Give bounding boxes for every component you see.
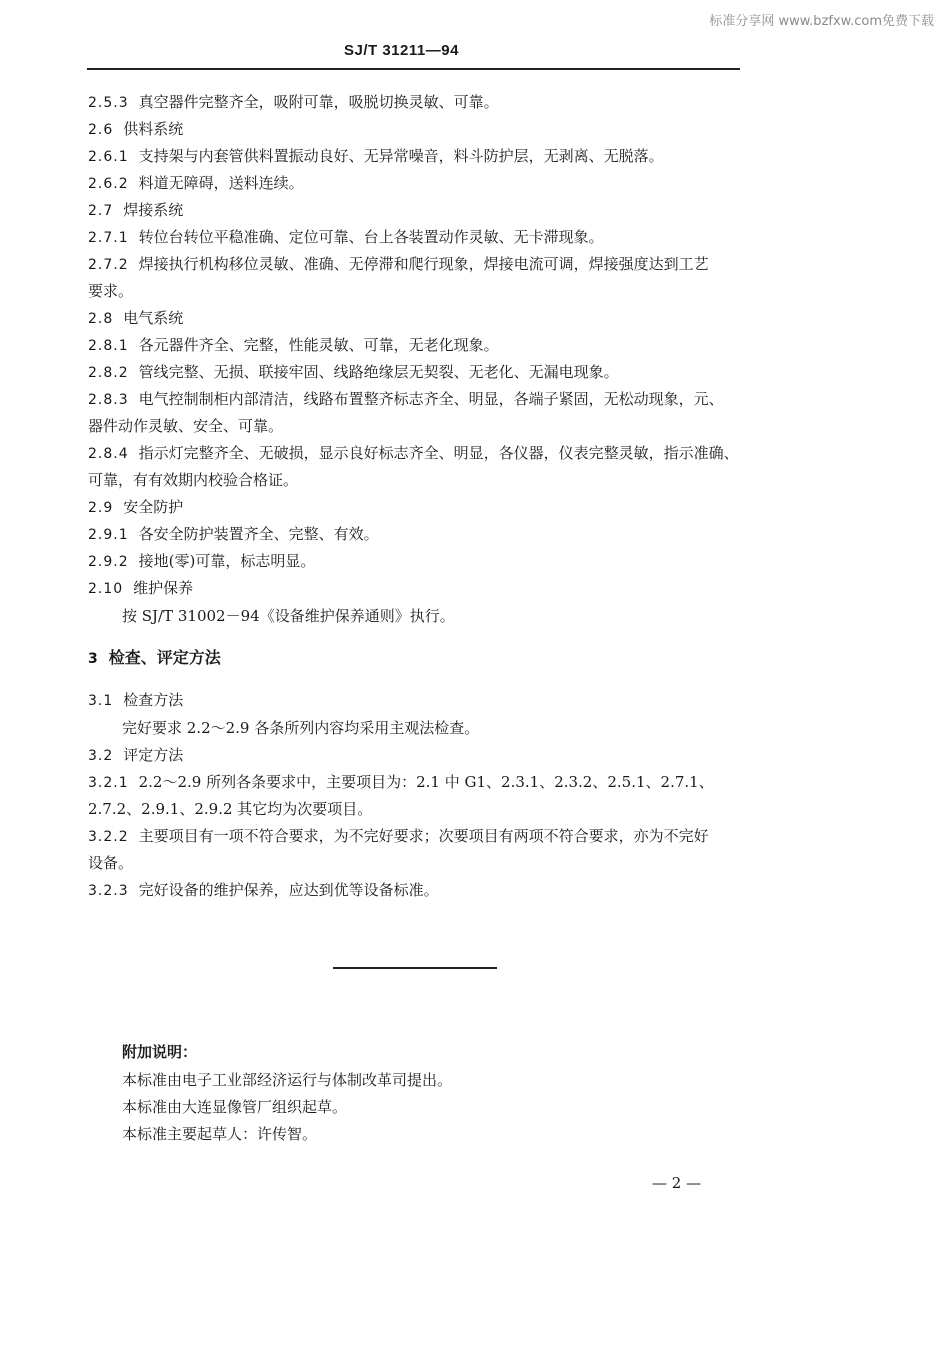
clause-text: 检查方法 [123, 691, 184, 709]
clause-line [88, 880, 439, 901]
clause-text: 器件动作灵敏、安全、可靠。 [88, 417, 284, 435]
clause-text: 完好要求 2.2～2.9 各条所列内容均采用主观法检查。 [122, 719, 480, 737]
clause-text: 电气控制制柜内部清洁，线路布置整齐标志齐全、明显，各端子紧固，无松动现象，元、 [138, 390, 724, 408]
clause-line [88, 200, 183, 221]
clause-text: 接地(零)可靠，标志明显。 [138, 552, 316, 570]
clause-number: 2.8.4 [88, 446, 129, 462]
clause-text: 评定方法 [123, 746, 184, 764]
clause-text: 2.2～2.9 所列各条要求中，主要项目为：2.1 中 G1、2.3.1、2.3.2、2.5.1、2.7.1、 [138, 773, 714, 791]
clause-number: 2.8.3 [88, 392, 129, 408]
clause-text: 管线完整、无损、联接牢固、线路绝缘层无契裂、无老化、无漏电现象。 [138, 363, 619, 381]
clause-text: 检查、评定方法 [108, 648, 221, 667]
clause-number: 3.2 [88, 748, 114, 764]
clause-line [88, 470, 298, 490]
clause-line [88, 799, 372, 819]
notes-line: 本标准主要起草人：许传智。 [122, 1125, 318, 1143]
clause-text: 按 SJ/T 31002－94《设备维护保养通则》执行。 [122, 607, 455, 625]
clause-line [88, 119, 183, 140]
clause-line [88, 690, 183, 711]
clause-text: 焊接系统 [123, 201, 184, 219]
clause-line [88, 173, 304, 194]
page-number: — 2 — [652, 1174, 702, 1192]
watermark: 标准分享网 www.bzfxw.com免费下载 [709, 14, 934, 29]
clause-text: 料道无障碍，送料连续。 [138, 174, 304, 192]
clause-line [88, 281, 133, 301]
clause-number: 2.9 [88, 500, 114, 516]
clause-text: 真空器件完整齐全，吸附可靠，吸脱切换灵敏、可靠。 [138, 93, 499, 111]
notes-line: 本标准由电子工业部经济运行与体制改革司提出。 [122, 1071, 453, 1089]
clause-text: 2.7.2、2.9.1、2.9.2 其它均为次要项目。 [88, 800, 373, 818]
clause-line [88, 335, 499, 356]
notes-line: 本标准由大连显像管厂组织起草。 [122, 1098, 348, 1116]
clause-number: 2.5.3 [88, 95, 129, 111]
clause-line [88, 362, 619, 383]
notes-title: 附加说明： [122, 1043, 198, 1061]
clause-text: 各安全防护装置齐全、完整、有效。 [138, 525, 379, 543]
clause-line [88, 578, 193, 599]
clause-line [88, 853, 133, 873]
clause-line [88, 254, 709, 275]
clause-number: 3.1 [88, 693, 114, 709]
clause-line [88, 227, 604, 248]
clause-line [88, 416, 283, 436]
clause-number: 2.7 [88, 203, 114, 219]
clause-line [122, 606, 455, 626]
clause-number: 2.7.1 [88, 230, 129, 246]
clause-text: 各元器件齐全、完整，性能灵敏、可靠，无老化现象。 [138, 336, 499, 354]
clause-text: 转位台转位平稳准确、定位可靠、台上各装置动作灵敏、无卡滞现象。 [138, 228, 604, 246]
clause-line [88, 443, 739, 464]
clause-text: 供料系统 [123, 120, 184, 138]
clause-text: 支持架与内套管供料置振动良好、无异常噪音，料斗防护层，无剥离、无脱落。 [138, 147, 664, 165]
clause-number: 2.8.1 [88, 338, 129, 354]
clause-text: 安全防护 [123, 498, 184, 516]
clause-text: 焊接执行机构移位灵敏、准确、无停滞和爬行现象，焊接电流可调，焊接强度达到工艺 [138, 255, 709, 273]
standard-code-header: SJ/T 31211—94 [344, 42, 459, 59]
clause-text: 电气系统 [123, 309, 184, 327]
clause-line [88, 772, 714, 793]
clause-number: 3.2.2 [88, 829, 129, 845]
clause-text: 可靠，有有效期内校验合格证。 [88, 471, 299, 489]
clause-text: 维护保养 [133, 579, 194, 597]
clause-line [88, 745, 183, 766]
clause-line [122, 718, 479, 738]
clause-text: 主要项目有一项不符合要求，为不完好要求；次要项目有两项不符合要求，亦为不完好 [138, 827, 709, 845]
clause-number: 2.6.1 [88, 149, 129, 165]
section-heading [88, 648, 221, 669]
clause-number: 2.7.2 [88, 257, 129, 273]
clause-line [88, 524, 379, 545]
clause-number: 2.6 [88, 122, 114, 138]
header-rule [87, 68, 740, 70]
clause-line [88, 92, 499, 113]
clause-number: 2.8.2 [88, 365, 129, 381]
clause-text: 设备。 [88, 854, 134, 872]
clause-number: 2.6.2 [88, 176, 129, 192]
clause-number: 2.9.2 [88, 554, 129, 570]
clause-line [88, 497, 183, 518]
clause-number: 2.9.1 [88, 527, 129, 543]
clause-text: 指示灯完整齐全、无破损，显示良好标志齐全、明显，各仪器，仪表完整灵敏，指示准确、 [138, 444, 739, 462]
clause-line [88, 551, 315, 572]
clause-number: 2.10 [88, 581, 124, 597]
clause-number: 3 [88, 651, 99, 667]
clause-text: 要求。 [88, 282, 134, 300]
clause-line [88, 146, 664, 167]
clause-line [88, 308, 183, 329]
clause-line [88, 826, 709, 847]
clause-number: 3.2.1 [88, 775, 129, 791]
end-rule [333, 967, 497, 969]
clause-number: 2.8 [88, 311, 114, 327]
clause-line [88, 389, 724, 410]
clause-number: 3.2.3 [88, 883, 129, 899]
clause-text: 完好设备的维护保养，应达到优等设备标准。 [138, 881, 439, 899]
